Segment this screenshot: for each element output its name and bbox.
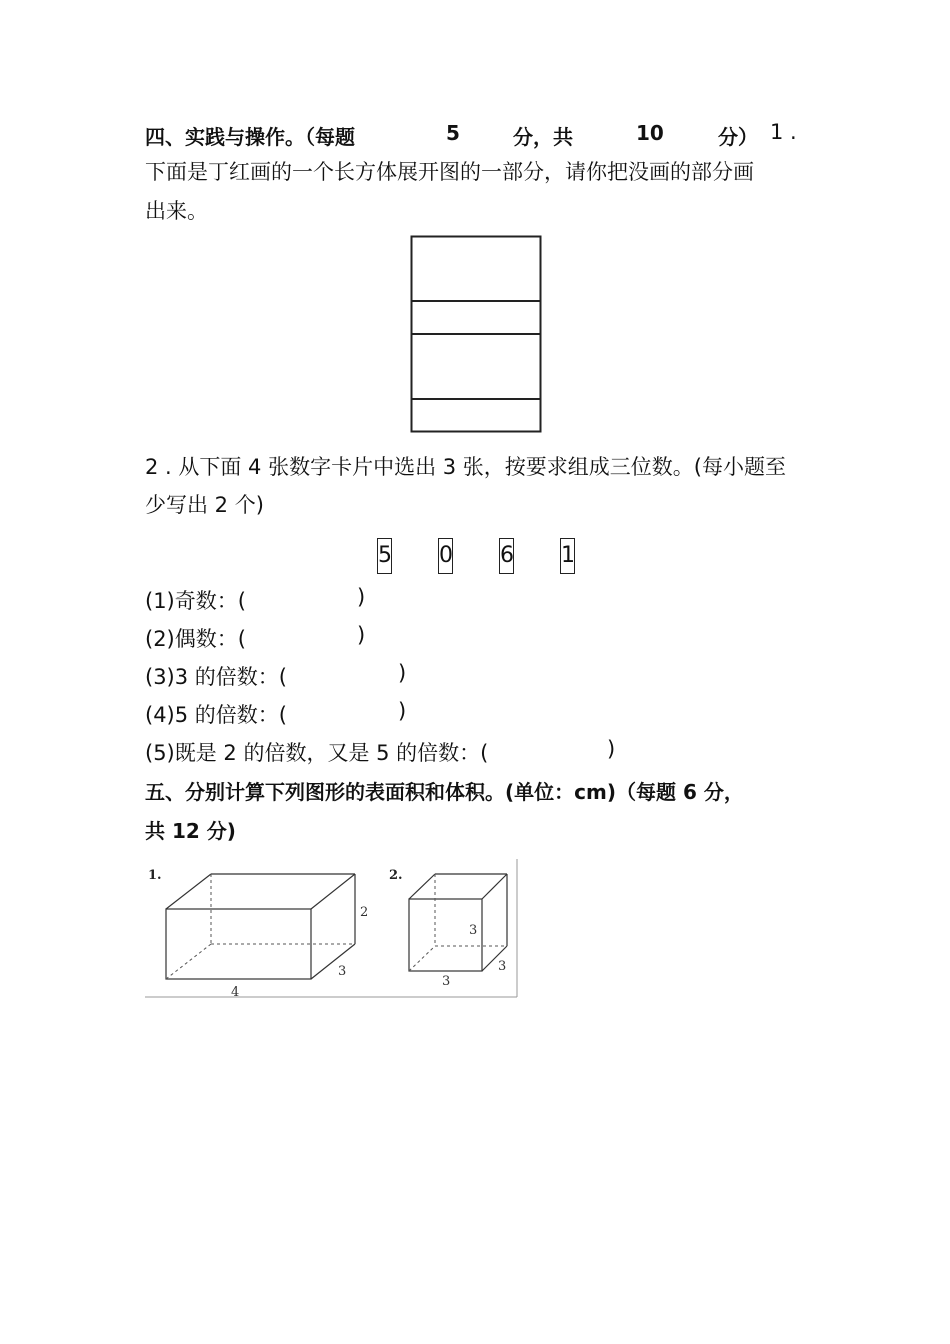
figure1-height-label: 2	[360, 905, 369, 920]
cuboid-net-diagram	[410, 235, 543, 433]
question1-text-line2: 出来。	[145, 199, 208, 223]
question2-text-line2: 少写出 2 个)	[145, 493, 264, 517]
figure2-hidden-edge	[409, 946, 435, 971]
cuboid-figure-1	[148, 868, 368, 999]
number-card: 6	[499, 538, 514, 574]
answer-even-label: (2)偶数：(	[145, 627, 246, 651]
cuboid-figure-2	[389, 868, 507, 989]
answer-multiple2and5-close: )	[607, 737, 616, 761]
answer-even-close: )	[357, 623, 366, 647]
figure2-edge-label: 3	[442, 974, 451, 989]
figure1-width-label: 3	[338, 964, 347, 979]
answer-multiple3-label: (3)3 的倍数：(	[145, 665, 287, 689]
figure1-hidden-edge	[166, 944, 211, 979]
section5-title-line1: 五、分别计算下列图形的表面积和体积。(单位：cm)（每题 6 分，	[145, 780, 744, 804]
question1-text-line1: 下面是丁红画的一个长方体展开图的一部分，请你把没画的部分画	[145, 160, 754, 184]
figure2-edge-label: 3	[469, 923, 478, 938]
question2-text-line1: 2 . 从下面 4 张数字卡片中选出 3 张，按要求组成三位数。(每小题至	[145, 455, 787, 479]
question1-number: 1 .	[770, 120, 797, 144]
section4-unit1: 分，共	[513, 125, 573, 149]
section4-score-total: 10	[636, 121, 664, 145]
cuboid-figures	[145, 859, 518, 999]
figure1-label: 1.	[148, 868, 162, 883]
section4-score-each: 5	[446, 121, 460, 145]
answer-multiple5-label: (4)5 的倍数：(	[145, 703, 287, 727]
section4-title: 四、实践与操作。（每题	[145, 125, 355, 149]
answer-odd-close: )	[357, 585, 366, 609]
answer-odd-label: (1)奇数：(	[145, 589, 246, 613]
answer-multiple2and5-label: (5)既是 2 的倍数，又是 5 的倍数：(	[145, 741, 489, 765]
answer-multiple3-close: )	[398, 661, 407, 685]
figure2-label: 2.	[389, 868, 403, 883]
number-card: 1	[560, 538, 575, 574]
section5-title-line2: 共 12 分)	[145, 819, 236, 843]
figure1-length-label: 4	[231, 985, 240, 999]
section4-unit2: 分）	[718, 125, 758, 149]
figure2-edge-label: 3	[498, 959, 507, 974]
answer-multiple5-close: )	[398, 699, 407, 723]
number-card: 5	[377, 538, 392, 574]
number-card: 0	[438, 538, 453, 574]
